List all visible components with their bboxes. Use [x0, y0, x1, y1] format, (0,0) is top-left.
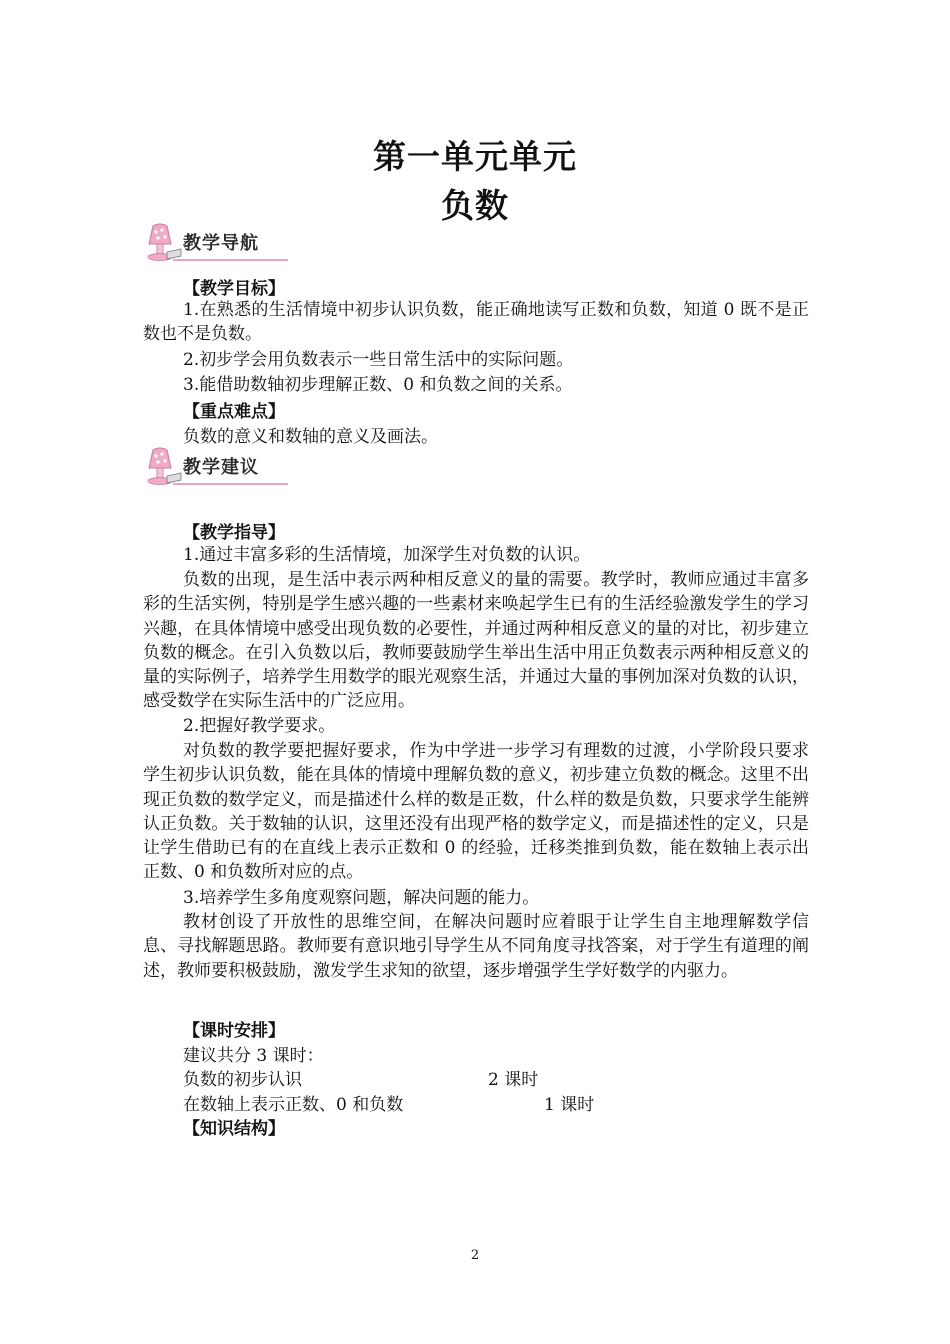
guide-para: 对负数的教学要把握好要求，作为中学进一步学习有理数的过渡，小学阶段只要求学生初步认识负数，能在具体的情境中理解负数的意义，初步建立负数的概念。这里不出现正负数的数学定义，而是描述什么样的数是正数，什么样的数是负数，只要求学生能辨认正负数。关于数轴的认识，这里还没有出现严格的数学定义，而是描述性的定义，只是让学生借助已有的在直线上表示正数和 0 的经验，迁移类推到负数，能在数轴上表示出正数、0 和负数所对应的点。 — [143, 741, 809, 883]
section-banner-teaching-nav — [143, 222, 288, 264]
guide-para: 2.把握好教学要求。 — [183, 716, 336, 736]
schedule-hours: 1 课时 — [544, 1095, 595, 1115]
goal-item: 2.初步学会用负数表示一些日常生活中的实际问题。 — [183, 350, 574, 370]
section-banner-teaching-advice — [143, 446, 288, 488]
lamp-book-icon — [143, 446, 183, 488]
schedule-topic: 在数轴上表示正数、0 和负数 — [183, 1095, 404, 1115]
schedule-topic: 负数的初步认识 — [183, 1070, 302, 1090]
guide-para: 负数的出现，是生活中表示两种相反意义的量的需要。教学时，教师应通过丰富多彩的生活实例，特别是学生感兴趣的一些素材来唤起学生已有的生活经验激发学生的学习兴趣，在具体情境中感受出现负数的必要性，并通过两种相反意义的量的对比，初步建立负数的概念。在引入负数以后，教师要鼓励学生举出生活中用正负数表示两种相反意义的量的实际例子，培养学生用数学的眼光观察生活，并通过大量的事例加深对负数的认识，感受数学在实际生活中的广泛应用。 — [143, 570, 809, 712]
page-number: 2 — [470, 1248, 480, 1263]
page-subtitle: 负数 — [441, 186, 509, 225]
key-text: 负数的意义和数轴的意义及画法。 — [183, 427, 438, 447]
schedule-hours: 2 课时 — [488, 1070, 539, 1090]
guide-heading: 【教学指导】 — [183, 523, 285, 543]
schedule-heading: 【课时安排】 — [183, 1021, 285, 1041]
banner-underline — [173, 483, 288, 485]
goal-item: 3.能借助数轴初步理解正数、0 和负数之间的关系。 — [183, 375, 573, 395]
schedule-intro: 建议共分 3 课时： — [183, 1046, 324, 1066]
banner-underline — [173, 259, 288, 261]
goals-heading: 【教学目标】 — [183, 279, 285, 299]
structure-heading: 【知识结构】 — [183, 1119, 285, 1139]
lamp-book-icon — [143, 222, 183, 264]
guide-para: 1.通过丰富多彩的生活情境，加深学生对负数的认识。 — [183, 545, 591, 565]
key-heading: 【重点难点】 — [183, 402, 285, 422]
banner-label: 教学导航 — [183, 233, 259, 254]
page-title: 第一单元单元 — [373, 137, 577, 176]
guide-para: 3.培养学生多角度观察问题，解决问题的能力。 — [183, 888, 540, 908]
goal-item: 1.在熟悉的生活情境中初步认识负数，能正确地读写正数和负数，知道 0 既不是正数也不是负数。 — [143, 300, 809, 345]
banner-label: 教学建议 — [183, 457, 259, 478]
guide-para: 教材创设了开放性的思维空间，在解决问题时应着眼于让学生自主地理解数学信息、寻找解题思路。教师要有意识地引导学生从不同角度寻找答案，对于学生有道理的阐述，教师要积极鼓励，激发学生求知的欲望，逐步增强学生学好数学的内驱力。 — [143, 912, 809, 981]
